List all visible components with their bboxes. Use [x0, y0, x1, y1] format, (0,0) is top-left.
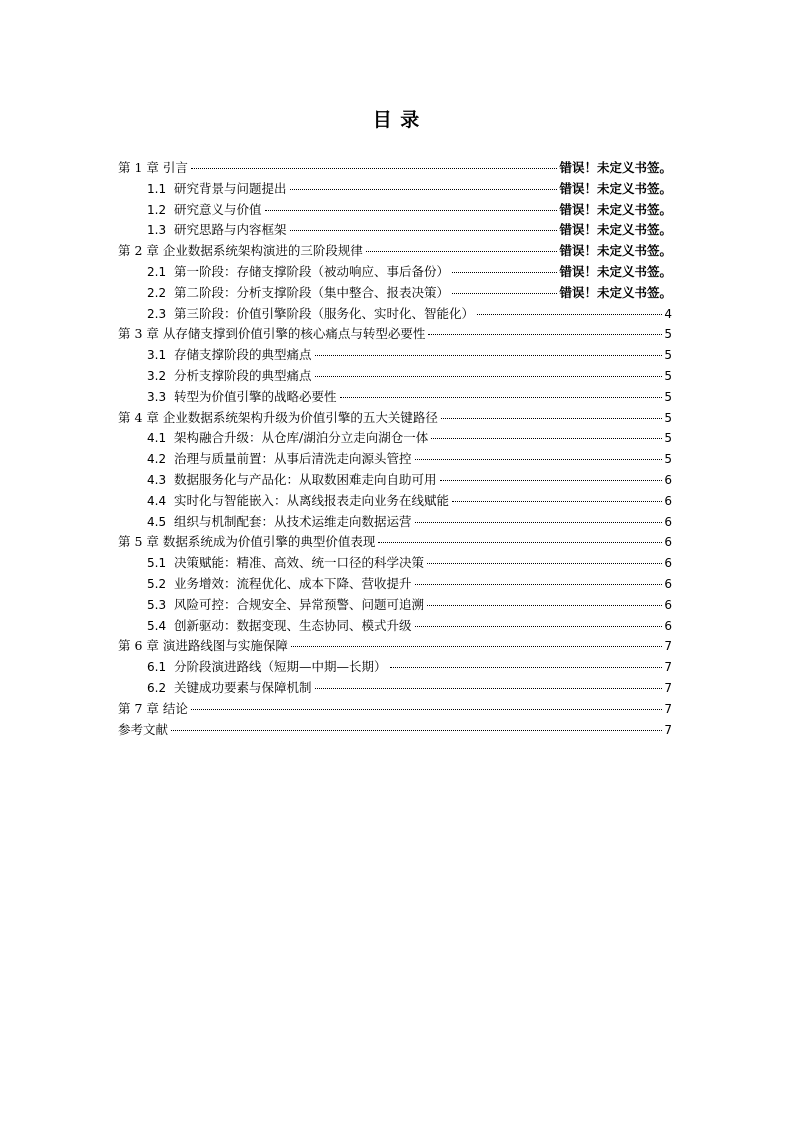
dot-leader — [315, 688, 663, 689]
toc-section-entry[interactable] — [118, 345, 672, 366]
dot-leader — [340, 397, 663, 398]
toc-section-number: 4.5 — [147, 514, 167, 529]
dot-leader — [415, 626, 663, 627]
toc-page-number: 6 — [664, 618, 672, 633]
toc-page-number: 7 — [664, 680, 672, 695]
toc-entry-text: 第 2 章 企业数据系统架构演进的三阶段规律 — [118, 243, 363, 259]
dot-leader — [390, 667, 663, 668]
dot-leader — [191, 709, 662, 710]
toc-entry-text: 第 1 章 引言 — [118, 160, 188, 175]
toc-chapter-entry[interactable] — [118, 532, 672, 553]
toc-section-entry[interactable] — [118, 387, 672, 408]
toc-entry-label — [147, 304, 474, 325]
toc-section-entry[interactable] — [118, 449, 672, 470]
toc-section-entry[interactable] — [118, 200, 672, 221]
toc-page-number: 4 — [664, 306, 672, 321]
toc-entry-label — [147, 657, 387, 678]
toc-entry-text: 决策赋能：精准、高效、统一口径的科学决策 — [174, 555, 425, 571]
toc-entry-text: 第 4 章 企业数据系统架构升级为价值引擎的五大关键路径 — [118, 409, 438, 425]
dot-leader — [315, 376, 663, 377]
toc-chapter-entry[interactable] — [118, 408, 672, 429]
toc-page-number: 7 — [664, 639, 672, 654]
toc-page-number: 5 — [664, 452, 672, 467]
toc-title: 目 录 — [372, 109, 421, 131]
toc-section-entry[interactable] — [118, 616, 672, 637]
toc-page-number: 7 — [664, 701, 672, 716]
toc-entry-text: 转型为价值引擎的战略必要性 — [174, 388, 337, 404]
toc-entry-label — [147, 200, 262, 221]
toc-section-entry[interactable] — [118, 179, 672, 200]
toc-section-entry[interactable] — [118, 491, 672, 512]
toc-entry-label — [147, 220, 287, 241]
dot-leader — [415, 584, 663, 585]
toc-page-number: 6 — [664, 514, 672, 529]
toc-chapter-entry[interactable] — [118, 720, 672, 741]
toc-section-number: 4.3 — [147, 472, 167, 487]
dot-leader — [366, 251, 558, 252]
toc-entry-label — [118, 408, 438, 429]
toc-entry-text: 第 6 章 演进路线图与实施保障 — [118, 638, 288, 654]
toc-entry-label — [118, 241, 363, 262]
toc-section-number: 6.1 — [147, 660, 167, 675]
toc-section-number: 4.2 — [147, 452, 167, 467]
toc-entry-text: 参考文献 — [118, 721, 169, 737]
dot-leader — [452, 293, 557, 294]
toc-section-number: 5.2 — [147, 576, 167, 591]
toc-section-number: 2.1 — [147, 264, 167, 279]
dot-leader — [441, 418, 662, 419]
toc-page-number: 6 — [664, 493, 672, 508]
toc-entry-label — [147, 366, 312, 387]
toc-page-number: 错误！未定义书签。 — [559, 201, 672, 217]
toc-page-number: 错误！未定义书签。 — [559, 284, 672, 300]
toc-section-number: 5.4 — [147, 618, 167, 633]
toc-page-number: 5 — [664, 348, 672, 363]
toc-entry-label — [147, 678, 312, 699]
toc-page-number: 5 — [664, 327, 672, 342]
toc-page-number: 错误！未定义书签。 — [559, 263, 672, 279]
dot-leader — [191, 168, 558, 169]
toc-section-entry[interactable] — [118, 262, 672, 283]
toc-section-entry[interactable] — [118, 678, 672, 699]
dot-leader — [315, 355, 663, 356]
toc-section-entry[interactable] — [118, 220, 672, 241]
dot-leader — [477, 314, 662, 315]
toc-page-number: 7 — [664, 660, 672, 675]
dot-leader — [427, 563, 662, 564]
toc-section-entry[interactable] — [118, 304, 672, 325]
toc-entry-label — [147, 428, 428, 449]
dot-leader — [452, 272, 557, 273]
toc-chapter-entry[interactable] — [118, 241, 672, 262]
toc-entry-text: 风险可控：合规安全、异常预警、问题可追溯 — [174, 596, 425, 612]
toc-section-number: 4.4 — [147, 493, 167, 508]
toc-section-entry[interactable] — [118, 512, 672, 533]
toc-chapter-entry[interactable] — [118, 158, 672, 179]
dot-leader — [290, 230, 558, 231]
toc-section-entry[interactable] — [118, 574, 672, 595]
toc-entry-text: 第三阶段：价值引擎阶段（服务化、实时化、智能化） — [174, 305, 475, 321]
toc-entry-label — [147, 595, 424, 616]
dot-leader — [427, 605, 662, 606]
toc-entry-label — [147, 470, 437, 491]
toc-section-number: 3.1 — [147, 348, 167, 363]
toc-entry-label — [118, 720, 168, 741]
toc-entry-label — [147, 512, 412, 533]
toc-section-entry[interactable] — [118, 657, 672, 678]
toc-section-number: 1.3 — [147, 223, 167, 238]
toc-entry-text: 研究背景与问题提出 — [174, 180, 287, 196]
table-of-contents — [118, 158, 672, 740]
toc-entry-label — [147, 387, 337, 408]
toc-chapter-entry[interactable] — [118, 636, 672, 657]
toc-entry-label — [147, 616, 412, 637]
toc-entry-text: 研究思路与内容框架 — [174, 222, 287, 238]
toc-entry-label — [147, 262, 449, 283]
toc-entry-label — [118, 636, 288, 657]
dot-leader — [415, 522, 663, 523]
dot-leader — [431, 438, 662, 439]
toc-section-entry[interactable] — [118, 553, 672, 574]
toc-section-number: 6.2 — [147, 680, 167, 695]
toc-entry-text: 第 3 章 从存储支撑到价值引擎的核心痛点与转型必要性 — [118, 326, 426, 342]
toc-section-number: 1.1 — [147, 181, 167, 196]
dot-leader — [428, 334, 662, 335]
toc-page-number: 6 — [664, 576, 672, 591]
toc-entry-text: 分析支撑阶段的典型痛点 — [174, 367, 312, 383]
toc-page-number: 错误！未定义书签。 — [559, 180, 672, 196]
toc-section-number: 4.1 — [147, 431, 167, 446]
toc-entry-text: 第 5 章 数据系统成为价值引擎的典型价值表现 — [118, 534, 376, 550]
toc-entry-label — [147, 553, 424, 574]
toc-section-number: 5.3 — [147, 597, 167, 612]
toc-section-entry[interactable] — [118, 595, 672, 616]
toc-section-number: 5.1 — [147, 556, 167, 571]
toc-entry-label — [118, 699, 188, 720]
toc-page-number: 错误！未定义书签。 — [559, 160, 672, 175]
dot-leader — [290, 189, 558, 190]
toc-section-number: 3.2 — [147, 368, 167, 383]
toc-chapter-entry[interactable] — [118, 699, 672, 720]
toc-entry-label — [147, 179, 287, 200]
toc-entry-text: 关键成功要素与保障机制 — [174, 679, 312, 695]
toc-entry-text: 治理与质量前置：从事后清洗走向源头管控 — [174, 451, 412, 467]
toc-page-number: 6 — [664, 472, 672, 487]
dot-leader — [171, 730, 662, 731]
toc-entry-text: 创新驱动：数据变现、生态协同、模式升级 — [174, 617, 412, 633]
toc-entry-text: 第二阶段：分析支撑阶段（集中整合、报表决策） — [174, 284, 450, 300]
toc-section-entry[interactable] — [118, 428, 672, 449]
toc-entry-text: 第一阶段：存储支撑阶段（被动响应、事后备份） — [174, 263, 450, 279]
dot-leader — [378, 542, 662, 543]
toc-entry-label — [118, 532, 375, 553]
toc-page-number: 5 — [664, 410, 672, 425]
dot-leader — [291, 646, 662, 647]
dot-leader — [265, 210, 558, 211]
toc-entry-label — [147, 491, 449, 512]
toc-entry-text: 架构融合升级：从仓库/湖泊分立走向湖仓一体 — [174, 430, 429, 446]
toc-page-number: 6 — [664, 556, 672, 571]
toc-page-number: 错误！未定义书签。 — [559, 222, 672, 238]
toc-entry-text: 存储支撑阶段的典型痛点 — [174, 347, 312, 363]
toc-entry-text: 分阶段演进路线（短期—中期—长期） — [174, 659, 387, 675]
toc-entry-text: 第 7 章 结论 — [118, 700, 188, 716]
toc-page-number: 5 — [664, 389, 672, 404]
toc-chapter-entry[interactable] — [118, 324, 672, 345]
dot-leader — [440, 480, 663, 481]
toc-entry-text: 组织与机制配套：从技术运维走向数据运营 — [174, 513, 412, 529]
toc-entry-label — [118, 324, 425, 345]
dot-leader — [415, 459, 663, 460]
toc-page-number: 5 — [664, 368, 672, 383]
toc-section-number: 1.2 — [147, 202, 167, 217]
toc-entry-label — [118, 158, 188, 179]
toc-entry-label — [147, 283, 449, 304]
toc-entry-label — [147, 449, 412, 470]
toc-section-entry[interactable] — [118, 283, 672, 304]
toc-section-number: 3.3 — [147, 389, 167, 404]
toc-page-number: 5 — [664, 431, 672, 446]
toc-page-number: 6 — [664, 597, 672, 612]
toc-section-number: 2.2 — [147, 285, 167, 300]
toc-page-number: 6 — [664, 535, 672, 550]
toc-section-number: 2.3 — [147, 306, 167, 321]
toc-entry-label — [147, 345, 312, 366]
toc-entry-label — [147, 574, 412, 595]
toc-entry-text: 研究意义与价值 — [174, 201, 262, 217]
toc-section-entry[interactable] — [118, 366, 672, 387]
toc-entry-text: 业务增效：流程优化、成本下降、营收提升 — [174, 575, 412, 591]
toc-page-number: 错误！未定义书签。 — [559, 243, 672, 259]
toc-entry-text: 数据服务化与产品化：从取数困难走向自助可用 — [174, 471, 437, 487]
toc-entry-text: 实时化与智能嵌入：从离线报表走向业务在线赋能 — [174, 492, 450, 508]
toc-section-entry[interactable] — [118, 470, 672, 491]
toc-page-number: 7 — [664, 722, 672, 737]
dot-leader — [452, 501, 662, 502]
